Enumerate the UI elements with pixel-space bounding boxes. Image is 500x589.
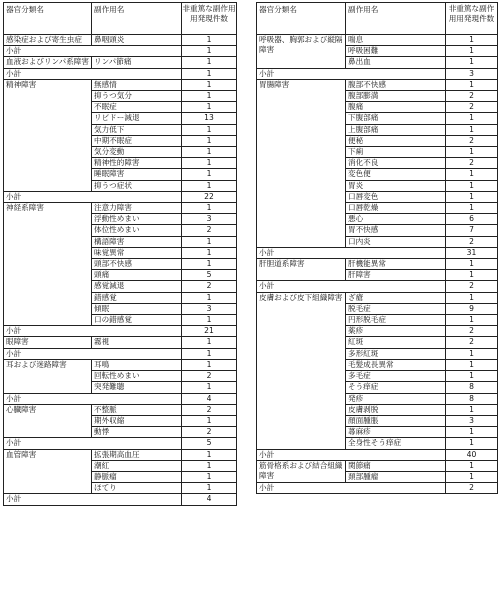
count-cell: 2	[446, 135, 498, 146]
effect-name-header: 副作用名	[92, 3, 182, 35]
count-cell: 2	[182, 225, 237, 236]
organ-class-cell: 皮膚および皮下組織障害	[257, 292, 346, 449]
subtotal-label: 小計	[257, 281, 446, 292]
count-cell: 1	[182, 180, 237, 191]
count-cell: 1	[182, 169, 237, 180]
count-cell: 1	[182, 483, 237, 494]
subtotal-value: 1	[182, 348, 237, 359]
organ-class-cell: 血管障害	[4, 449, 92, 494]
subtotal-row	[257, 247, 498, 258]
effect-name-cell: 口内炎	[346, 236, 446, 247]
effect-name-cell: 腹部膨満	[346, 91, 446, 102]
effect-name-cell: 拡張期高血圧	[92, 449, 182, 460]
count-cell: 1	[182, 460, 237, 471]
count-cell: 1	[182, 135, 237, 146]
right-header-row	[257, 3, 498, 35]
count-cell: 1	[182, 415, 237, 426]
effect-name-cell: 味覚異常	[92, 247, 182, 258]
subtotal-row	[257, 483, 498, 494]
effect-name-cell: 口唇乾燥	[346, 203, 446, 214]
effect-name-cell: 気分変動	[92, 147, 182, 158]
left-header-row	[4, 3, 237, 35]
effect-name-cell: 耳鳴	[92, 359, 182, 370]
count-cell: 1	[446, 169, 498, 180]
effect-name-cell: 下腹部痛	[346, 113, 446, 124]
count-cell: 1	[446, 471, 498, 482]
subtotal-row	[4, 393, 237, 404]
effect-name-cell: 肝障害	[346, 270, 446, 281]
organ-class-cell: 肝胆道系障害	[257, 259, 346, 281]
subtotal-label: 小計	[4, 191, 182, 202]
count-cell: 2	[446, 91, 498, 102]
effect-name-cell: 消化不良	[346, 158, 446, 169]
count-cell: 1	[182, 236, 237, 247]
subtotal-value: 21	[182, 326, 237, 337]
effect-name-cell: 不整脈	[92, 404, 182, 415]
effect-name-cell: 頭部不快感	[92, 259, 182, 270]
count-cell: 2	[446, 326, 498, 337]
left-table-panel	[3, 2, 237, 506]
count-cell: 1	[182, 147, 237, 158]
effect-name-cell: 抑うつ症状	[92, 180, 182, 191]
organ-class-cell: 呼吸器、胸郭および縦隔障害	[257, 35, 346, 69]
subtotal-label: 小計	[257, 449, 446, 460]
subtotal-value: 4	[182, 393, 237, 404]
table-row	[257, 292, 498, 303]
count-cell: 1	[182, 315, 237, 326]
effect-name-cell: 上腹部痛	[346, 124, 446, 135]
effect-name-cell: 肝機能異常	[346, 259, 446, 270]
effect-name-cell: 動悸	[92, 427, 182, 438]
table-row	[4, 79, 237, 90]
organ-class-cell: 心臓障害	[4, 404, 92, 438]
subtotal-label: 小計	[4, 438, 182, 449]
table-row	[4, 57, 237, 68]
count-cell: 1	[182, 337, 237, 348]
count-cell: 1	[446, 203, 498, 214]
effect-name-cell: 蕁麻疹	[346, 427, 446, 438]
subtotal-label: 小計	[257, 247, 446, 258]
count-cell: 5	[182, 270, 237, 281]
organ-class-cell: 感染症および寄生虫症	[4, 35, 92, 46]
effect-name-cell: 悪心	[346, 214, 446, 225]
table-row	[4, 449, 237, 460]
count-cell: 1	[446, 180, 498, 191]
effect-name-cell: 頚部腫瘤	[346, 471, 446, 482]
count-cell: 7	[446, 225, 498, 236]
count-cell: 1	[446, 404, 498, 415]
right-table-body	[257, 35, 498, 494]
count-cell: 2	[182, 371, 237, 382]
organ-class-header: 器官分類名	[4, 3, 92, 35]
count-cell: 6	[446, 214, 498, 225]
organ-class-cell: 眼障害	[4, 337, 92, 348]
organ-class-header: 器官分類名	[257, 3, 346, 35]
count-cell: 1	[446, 259, 498, 270]
count-cell: 1	[446, 191, 498, 202]
count-cell: 1	[182, 57, 237, 68]
effect-name-cell: 頭痛	[92, 270, 182, 281]
count-cell: 1	[182, 35, 237, 46]
effect-name-cell: 呼吸困難	[346, 46, 446, 57]
subtotal-row	[4, 191, 237, 202]
left-adverse-effects-table	[3, 2, 237, 506]
organ-class-cell: 血液およびリンパ系障害	[4, 57, 92, 68]
count-cell: 1	[446, 113, 498, 124]
count-cell: 2	[446, 236, 498, 247]
count-cell: 2	[446, 158, 498, 169]
count-cell: 3	[446, 415, 498, 426]
count-cell: 1	[446, 371, 498, 382]
count-cell: 1	[446, 270, 498, 281]
effect-name-cell: 腹痛	[346, 102, 446, 113]
subtotal-row	[4, 326, 237, 337]
subtotal-label: 小計	[4, 326, 182, 337]
effect-name-cell: 不眠症	[92, 102, 182, 113]
count-cell: 1	[182, 247, 237, 258]
subtotal-label: 小計	[4, 494, 182, 505]
count-cell: 2	[446, 337, 498, 348]
count-cell: 1	[446, 460, 498, 471]
table-row	[4, 337, 237, 348]
effect-name-cell: 顔面腫脹	[346, 415, 446, 426]
effect-name-cell: 精神性的障害	[92, 158, 182, 169]
count-cell: 1	[182, 471, 237, 482]
count-cell: 1	[446, 348, 498, 359]
count-cell: 13	[182, 113, 237, 124]
subtotal-row	[4, 438, 237, 449]
effect-name-cell: 鼻出血	[346, 57, 446, 68]
table-row	[257, 35, 498, 46]
effect-name-cell: 抑うつ気分	[92, 91, 182, 102]
effect-name-cell: 注意力障害	[92, 203, 182, 214]
count-cell: 1	[446, 359, 498, 370]
effect-name-cell: 気力低下	[92, 124, 182, 135]
effect-name-cell: 睡眠障害	[92, 169, 182, 180]
effect-name-cell: 多形紅斑	[346, 348, 446, 359]
subtotal-row	[257, 281, 498, 292]
effect-name-cell: 口唇変色	[346, 191, 446, 202]
effect-name-cell: 発疹	[346, 393, 446, 404]
effect-name-cell: 傾眠	[92, 303, 182, 314]
count-header: 非重篤な副作用用発現件数	[182, 3, 237, 35]
effect-name-cell: 円形脱毛症	[346, 315, 446, 326]
effect-name-cell: 全身性そう痒症	[346, 438, 446, 449]
count-cell: 1	[446, 57, 498, 68]
subtotal-label: 小計	[4, 348, 182, 359]
subtotal-row	[257, 68, 498, 79]
count-cell: 1	[446, 124, 498, 135]
effect-name-cell: 浮動性めまい	[92, 214, 182, 225]
effect-name-cell: リンパ節痛	[92, 57, 182, 68]
count-cell: 1	[446, 46, 498, 57]
count-cell: 8	[446, 393, 498, 404]
effect-name-cell: 脱毛症	[346, 303, 446, 314]
effect-name-cell: 毛髪成長異常	[346, 359, 446, 370]
organ-class-cell: 胃腸障害	[257, 79, 346, 247]
left-table-body	[4, 35, 237, 506]
count-cell: 8	[446, 382, 498, 393]
subtotal-row	[4, 46, 237, 57]
count-cell: 1	[446, 79, 498, 90]
count-cell: 1	[446, 147, 498, 158]
right-adverse-effects-table	[256, 2, 498, 494]
table-row	[4, 404, 237, 415]
count-cell: 1	[446, 35, 498, 46]
count-cell: 1	[182, 359, 237, 370]
subtotal-row	[4, 494, 237, 505]
count-cell: 1	[182, 382, 237, 393]
effect-name-cell: 静脈瘤	[92, 471, 182, 482]
subtotal-row	[4, 348, 237, 359]
effect-name-cell: 感覚減退	[92, 281, 182, 292]
effect-name-cell: 鼻咽頭炎	[92, 35, 182, 46]
effect-name-cell: 錯感覚	[92, 292, 182, 303]
effect-name-cell: 霧視	[92, 337, 182, 348]
effect-name-cell: 体位性めまい	[92, 225, 182, 236]
effect-name-cell: 多毛症	[346, 371, 446, 382]
subtotal-value: 1	[182, 46, 237, 57]
subtotal-value: 22	[182, 191, 237, 202]
subtotal-row	[257, 449, 498, 460]
subtotal-label: 小計	[4, 393, 182, 404]
effect-name-cell: 構語障害	[92, 236, 182, 247]
count-cell: 1	[182, 158, 237, 169]
count-cell: 1	[182, 91, 237, 102]
count-cell: 1	[446, 427, 498, 438]
table-row	[257, 460, 498, 471]
effect-name-cell: そう痒症	[346, 382, 446, 393]
effect-name-cell: ざ瘡	[346, 292, 446, 303]
effect-name-cell: 喘息	[346, 35, 446, 46]
subtotal-value: 4	[182, 494, 237, 505]
effect-name-cell: ほてり	[92, 483, 182, 494]
count-cell: 1	[446, 315, 498, 326]
effect-name-cell: 腹部不快感	[346, 79, 446, 90]
count-cell: 2	[182, 404, 237, 415]
effect-name-cell: 変色便	[346, 169, 446, 180]
effect-name-cell: 回転性めまい	[92, 371, 182, 382]
effect-name-cell: 無感情	[92, 79, 182, 90]
count-cell: 1	[446, 438, 498, 449]
subtotal-value: 40	[446, 449, 498, 460]
subtotal-label: 小計	[257, 483, 446, 494]
subtotal-value: 5	[182, 438, 237, 449]
right-table-panel	[256, 2, 498, 494]
subtotal-value: 3	[446, 68, 498, 79]
count-cell: 1	[182, 124, 237, 135]
effect-name-cell: 薬疹	[346, 326, 446, 337]
effect-name-cell: リビドー減退	[92, 113, 182, 124]
effect-name-cell: 胃炎	[346, 180, 446, 191]
table-row	[4, 35, 237, 46]
subtotal-value: 2	[446, 483, 498, 494]
count-header: 非重篤な副作用用発現件数	[446, 3, 498, 35]
effect-name-cell: 期外収縮	[92, 415, 182, 426]
effect-name-cell: 関節痛	[346, 460, 446, 471]
count-cell: 1	[446, 292, 498, 303]
effect-name-cell: 口の錯感覚	[92, 315, 182, 326]
table-row	[4, 203, 237, 214]
table-row	[4, 359, 237, 370]
count-cell: 3	[182, 214, 237, 225]
subtotal-label: 小計	[4, 68, 182, 79]
organ-class-cell: 筋骨格系および結合組織障害	[257, 460, 346, 482]
effect-name-cell: 突発難聴	[92, 382, 182, 393]
count-cell: 2	[446, 102, 498, 113]
count-cell: 1	[182, 79, 237, 90]
count-cell: 1	[182, 259, 237, 270]
subtotal-value: 1	[182, 68, 237, 79]
subtotal-label: 小計	[4, 46, 182, 57]
organ-class-cell: 神経系障害	[4, 203, 92, 326]
effect-name-cell: 胃不快感	[346, 225, 446, 236]
count-cell: 1	[182, 203, 237, 214]
effect-name-cell: 便秘	[346, 135, 446, 146]
count-cell: 2	[182, 427, 237, 438]
count-cell: 1	[182, 449, 237, 460]
subtotal-value: 2	[446, 281, 498, 292]
organ-class-cell: 耳および迷路障害	[4, 359, 92, 393]
table-row	[257, 259, 498, 270]
effect-name-header: 副作用名	[346, 3, 446, 35]
effect-name-cell: 潮紅	[92, 460, 182, 471]
count-cell: 1	[182, 292, 237, 303]
subtotal-label: 小計	[257, 68, 446, 79]
subtotal-row	[4, 68, 237, 79]
effect-name-cell: 皮膚剥脱	[346, 404, 446, 415]
count-cell: 9	[446, 303, 498, 314]
effect-name-cell: 下痢	[346, 147, 446, 158]
table-row	[257, 79, 498, 90]
organ-class-cell: 精神障害	[4, 79, 92, 191]
effect-name-cell: 紅斑	[346, 337, 446, 348]
count-cell: 1	[182, 102, 237, 113]
effect-name-cell: 中期不眠症	[92, 135, 182, 146]
count-cell: 2	[182, 281, 237, 292]
subtotal-value: 31	[446, 247, 498, 258]
count-cell: 3	[182, 303, 237, 314]
